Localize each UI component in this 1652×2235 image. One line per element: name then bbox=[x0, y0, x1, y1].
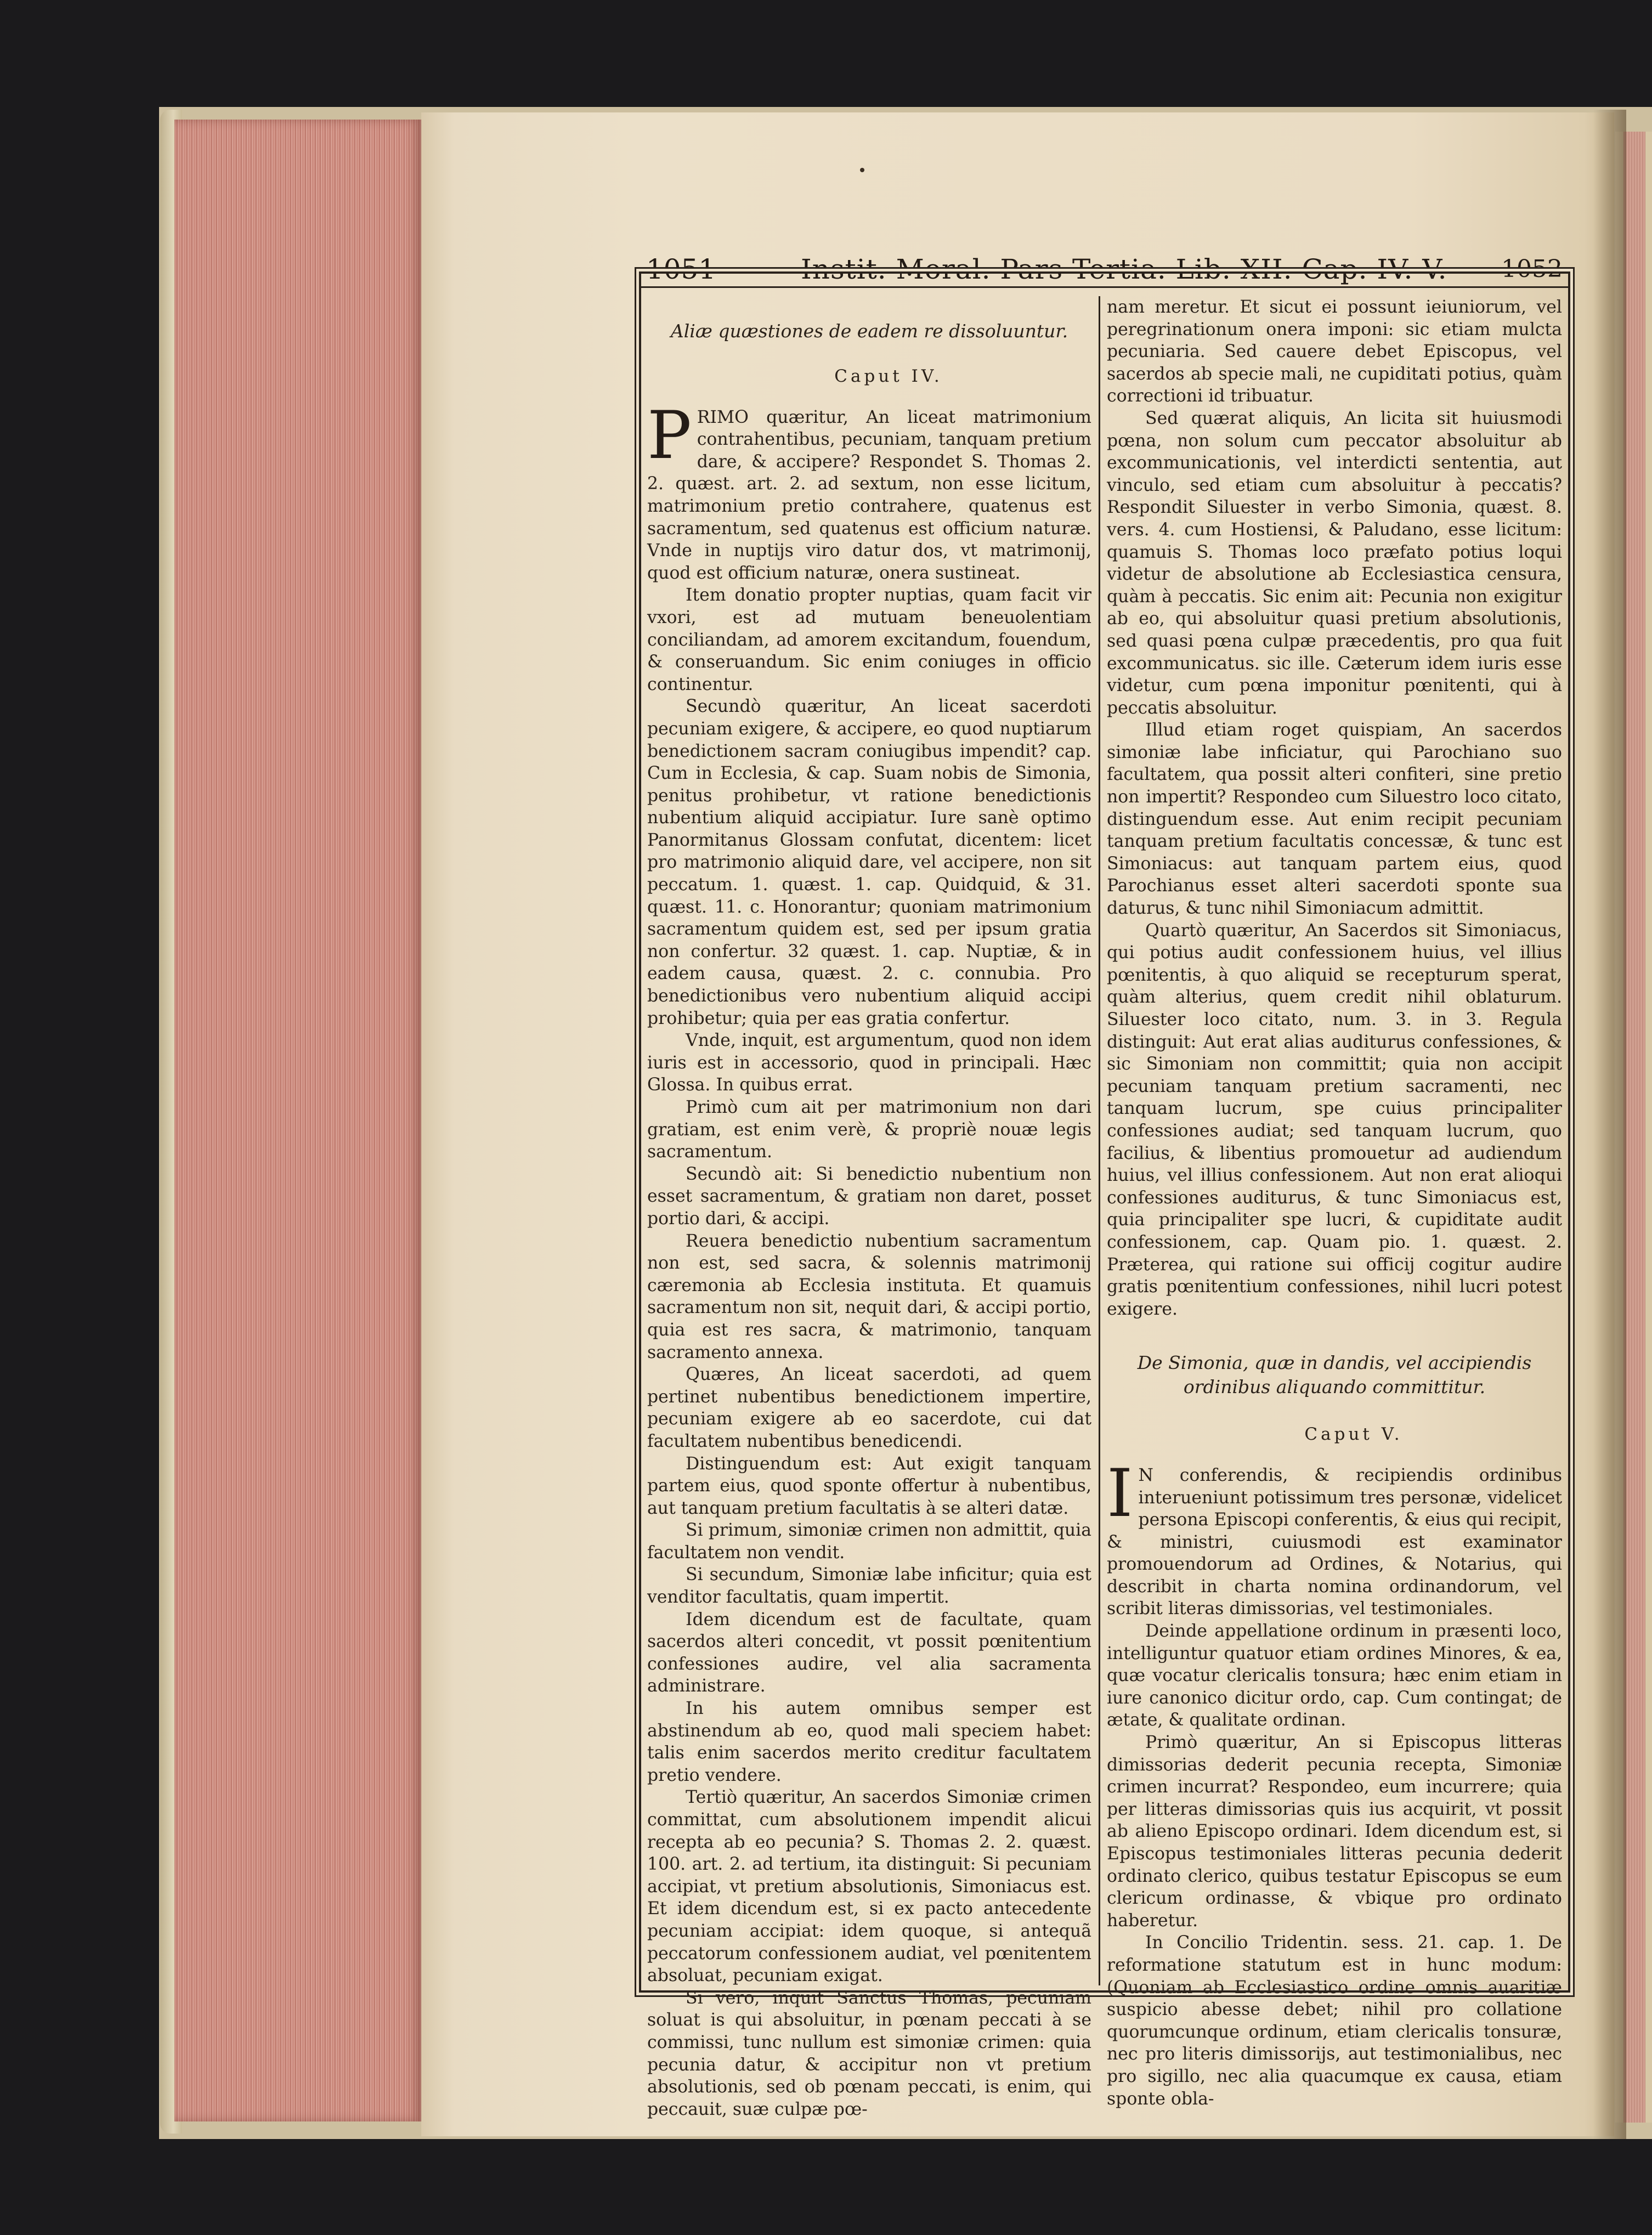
paragraph: Primò quæritur, An si Episcopus litteras dimissorias dederit pecunia recepta, Simoniæ crimen incurrat? Respondeo, eum incurrere; quia per litteras dimissorias quis ius acquirit, vt possit ab alieno Episcopo ordinari. Idem dicendum est, si Episcopus testimoniales litteras pecunia dederit ordinato clerico, quibus testatur Episcopus se eum clericum ordinasse, & vbique pro ordinato haberetur. bbox=[1107, 1733, 1562, 1931]
drop-cap: P bbox=[647, 397, 692, 474]
running-head-title: Instit. Moral. Pars Tertia. Lib. XII. Cap. IV. V. bbox=[801, 253, 1447, 285]
paragraph: PRIMO quæritur, An liceat matrimonium contrahentibus, pecuniam, tanquam pretium dare, & accipere? Respondet S. Thomas 2. 2. quæst. art. 2. ad sextum, non esse licitum, matrimonium pretio contrahere, quatenus est sacramentum, sed quatenus est officium naturæ. Vnde in nuptijs viro datur dos, vt matrimonij, quod est officium naturæ, onera sustineat. bbox=[647, 397, 1091, 583]
paragraph: Secundò ait: Si benedictio nubentium non esset sacramentum, & gratiam non daret, posset portio dari, & accipi. bbox=[647, 1164, 1091, 1229]
paragraph: Primò cum ait per matrimonium non dari gratiam, est enim verè, & propriè nouæ legis sacramentum. bbox=[647, 1097, 1091, 1162]
paragraph: Si secundum, Simoniæ labe inficitur; quia est venditor facultatis, quam impertit. bbox=[647, 1565, 1091, 1608]
paragraph: Si primum, simoniæ crimen non admittit, quia facultatem non vendit. bbox=[647, 1520, 1091, 1563]
column-rule bbox=[1099, 296, 1100, 1985]
section-title-cap5: De Simonia, quæ in dandis, vel accipiendis ordinibus aliquando committitur. bbox=[1137, 1352, 1532, 1398]
section-title-cap4: Aliæ quæstiones de eadem re dissoluuntur. bbox=[670, 320, 1068, 342]
gutter-shadow bbox=[1593, 110, 1626, 2139]
paragraph: Illud etiam roget quispiam, An sacerdos simoniæ labe inficiatur, qui Parochiano suo facultatem, qua possit alteri confiteri, sine pretio non impertit? Respondeo cum Siluestro loco citato, distinguendum esse. Aut enim recipit pecuniam tanquam pretium facultatis concessæ, & tunc est Simoniacus: aut tanquam partem eius, quod Parochianus esset alteri sacerdoti sponte sua daturus, & tunc nihil Simoniacum admittit. bbox=[1107, 720, 1562, 919]
paragraph: nam meretur. Et sicut ei possunt ieiuniorum, vel peregrinationum onera imponi: sic etiam mulcta pecuniaria. Sed cauere debet Episcopus, vel sacerdos ab specie mali, ne cupiditati potius, quàm correctioni id tribuatur. bbox=[1107, 297, 1562, 406]
paragraph: Si vero, inquit Sanctus Thomas, pecuniam soluat is qui absoluitur, in pœnam peccati à se commissi, tunc nullum est simoniæ crimen: quia pecunia datur, & accipitur non vt pretium absolutionis, sed ob pœnam peccati, is enim, qui peccauit, suæ culpæ pœ- bbox=[647, 1988, 1091, 2119]
paragraph: Tertiò quæritur, An sacerdos Simoniæ crimen committat, cum absolutionem impendit alicui recepta ab eo pecunia? S. Thomas 2. 2. quæst. 100. art. 2. ad tertium, ita distinguit: Si pecuniam accipiat, vt pretium absolutionis, Simoniacus est. Et idem dicendum est, si ex pacto antecedente pecuniam accipiat: idem quoque, si antequã peccatorum confessionem audiat, vel pœnitentem absoluat, pecuniam exigat. bbox=[647, 1787, 1091, 1986]
right-column bbox=[1107, 296, 1562, 2110]
paragraph: Quartò quæritur, An Sacerdos sit Simoniacus, qui potius audit confessionem huius, vel illius pœnitentis, à quo aliquid se recepturum sperat, quàm alterius, quem credit nihil oblaturum. Siluester loco citato, num. 3. in 3. Regula distinguit: Aut erat alias auditurus confessiones, & sic Simoniam non committit; quia non accipit pecuniam tanquam pretium sacramenti, nec tanquam lucrum, spe cuius principaliter confessiones audiat; sed tanquam lucrum, quo facilius, & libentius promouetur ad audiendum huius, vel illius confessionem. Aut non erat alioqui confessiones auditurus, & tunc Simoniacus est, quia principaliter spe lucri, & cupiditate audit confessionem, cap. Quam pio. 1. quæst. 2. Præterea, qui ratione sui officij cogitur audire gratis pœnitentium confessiones, nihil lucri potest exigere. bbox=[1107, 920, 1562, 1319]
paragraph: Vnde, inquit, est argumentum, quod non idem iuris est in accessorio, quod in principali. Hæc Glossa. In quibus errat. bbox=[647, 1031, 1091, 1095]
paragraph: I N conferendis, & recipiendis ordinibus interueniunt potissimum tres personæ, videlicet persona Episcopi conferentis, & eius qui recipit, & ministri, cuiusmodi est examinator promouendorum ad Ordines, & Notarius, qui describit in charta nomina ordinandorum, vel scribit literas dimissorias, vel testimoniales. bbox=[1107, 1455, 1562, 1619]
paragraph: Item donatio propter nuptias, quam facit vir vxori, est ad mutuam beneuolentiam conciliandam, ad amorem excitandum, fouendum, & conseruandum. Sic enim coniuges in officio continentur. bbox=[647, 585, 1091, 694]
paragraph: Distinguendum est: Aut exigit tanquam partem eius, quod sponte offertur à nubentibus, aut tanquam pretium facultatis à se alteri datæ. bbox=[647, 1453, 1091, 1518]
page-edges-stack bbox=[174, 120, 423, 2121]
drop-cap: I bbox=[1107, 1455, 1133, 1532]
page-number-right: 1052 bbox=[1501, 255, 1563, 283]
paragraph: Idem dicendum est de facultate, quam sacerdos alteri concedit, vt possit pœnitentium confessiones audire, vel alia sacramenta administrare. bbox=[647, 1609, 1091, 1696]
ink-dot bbox=[860, 168, 864, 172]
paragraph: Deinde appellatione ordinum in præsenti loco, intelliguntur quatuor etiam ordines Minores, & ea, quæ vocatur clericalis tonsura; hæc enim etiam in iure canonico dicitur ordo, cap. Cum contingat; de ætate, & qualitate ordinan. bbox=[1107, 1621, 1562, 1730]
paragraph: Reuera benedictio nubentium sacramentum non est, sed sacra, & solennis matrimonij cæremonia ab Ecclesia instituta. Et quamuis sacramentum non sit, nequit dari, & accipi portio, quia est res sacra, & matrimonio, tanquam sacramento annexa. bbox=[647, 1231, 1091, 1362]
paragraph: In Concilio Tridentin. sess. 21. cap. 1. De reformatione statutum est in hunc modum: (Quoniam ab Ecclesiastico ordine omnis auaritiæ suspicio abesse debet; nihil pro collatione quorumcunque ordinum, etiam clericalis tonsuræ, nec pro literis dimissorijs, aut testimonialibus, nec pro sigillo, nec alia quacumque ex causa, etiam sponte obla- bbox=[1107, 1933, 1562, 2109]
chapter-label-cap5: Caput V. bbox=[1304, 1424, 1403, 1445]
page-number-left: 1051 bbox=[646, 253, 716, 285]
chapter-label-cap4: Caput IV. bbox=[834, 366, 943, 386]
left-column bbox=[647, 296, 1091, 2120]
facing-page-edges bbox=[1623, 132, 1645, 2123]
paragraph: In his autem omnibus semper est abstinendum ab eo, quod mali speciem habet: talis enim sacerdos merito creditur facultatem pretio vendere. bbox=[647, 1699, 1091, 1785]
paragraph: Secundò quæritur, An liceat sacerdoti pecuniam exigere, & accipere, eo quod nuptiarum benedictionem sacram coniugibus impendit? cap. Cum in Ecclesia, & cap. Suam nobis de Simonia, penitus prohibetur, vt ratione benedictionis nubentium aliquid accipiatur. Iure sanè optimo Panormitanus Glossam confutat, dicentem: licet pro matrimonio aliquid dare, vel accipere, non sit peccatum. 1. quæst. 1. cap. Quidquid, & 31. quæst. 11. c. Honorantur; quoniam matrimonium sacramentum quidem est, sed per ipsum gratia non confertur. 32 quæst. 1. cap. Nuptiæ, & in eadem causa, quæst. 2. c. connubia. Pro benedictionibus vero nubentium aliquid accipi prohibetur; quia per eas gratia confertur. bbox=[647, 697, 1091, 1028]
paragraph: Quæres, An liceat sacerdoti, ad quem pertinet nubentibus benedictionem impertire, pecuniam exigere ab eo sacerdote, cui dat facultatem nubentibus benedicendi. bbox=[647, 1365, 1091, 1451]
paragraph: Sed quærat aliquis, An licita sit huiusmodi pœna, non solum cum peccator absoluitur ab excommunicationis, vel interdicti sententia, aut vinculo, sed etiam cum absoluitur à peccatis? Respondit Siluester in verbo Simonia, quæst. 8. vers. 4. cum Hostiensi, & Paludano, esse licitum: quamuis S. Thomas loco præfato potius loqui videtur de absolutione ab Ecclesiastica censura, quàm à peccatis. Sic enim ait: Pecunia non exigitur ab eo, qui absoluitur quasi pretium absolutionis, sed quasi pœna culpæ præcedentis, pro qua fuit excommunicatus. sic ille. Cæterum idem iuris esse videtur, cum pœna imponitur pœnitenti, qui à peccatis absoluitur. bbox=[1107, 408, 1562, 718]
